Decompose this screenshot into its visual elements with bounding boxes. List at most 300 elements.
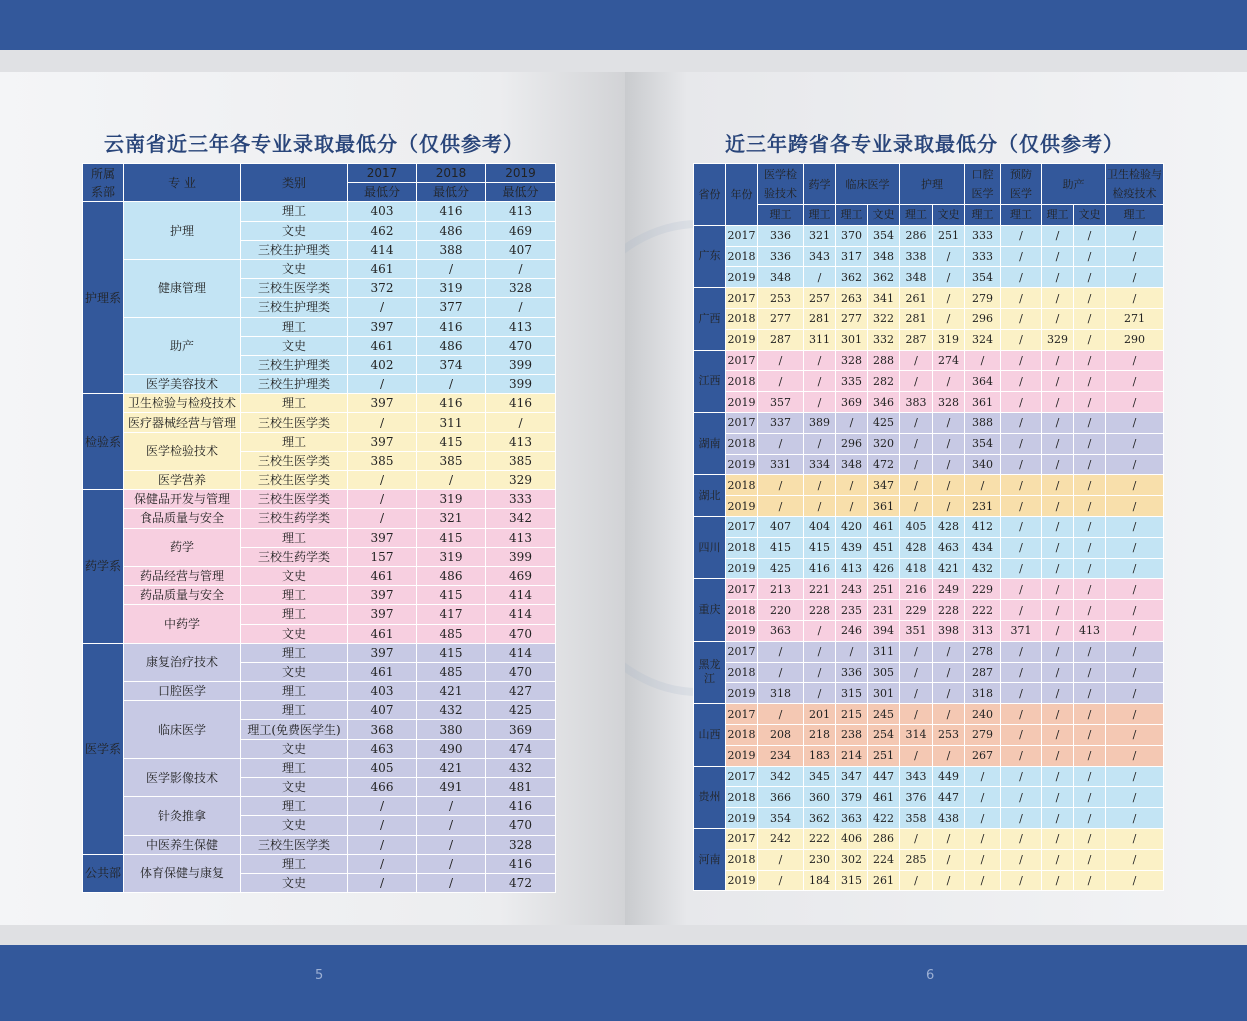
score-cell: / [1106, 766, 1164, 787]
score-cell: 313 [965, 620, 1001, 641]
score-cell: / [933, 496, 965, 517]
score-cell: / [1042, 724, 1074, 745]
score-cell: 329 [486, 471, 556, 490]
category-cell: 三校生医学类 [241, 490, 348, 509]
header-subject: 理工 [1042, 205, 1074, 226]
score-cell: 351 [900, 620, 933, 641]
score-cell: 249 [933, 579, 965, 600]
score-cell: 481 [486, 778, 556, 797]
score-cell: 414 [348, 240, 417, 259]
score-cell: / [348, 509, 417, 528]
score-cell: 449 [933, 766, 965, 787]
score-cell: 415 [758, 537, 804, 558]
score-cell: 238 [836, 724, 868, 745]
score-cell: 404 [804, 516, 836, 537]
top-band [0, 0, 625, 50]
province-cell: 河南 [694, 828, 726, 890]
score-cell: / [1042, 516, 1074, 537]
score-cell: / [836, 641, 868, 662]
score-cell: 222 [804, 828, 836, 849]
table-row [694, 662, 1164, 683]
score-cell: 366 [758, 787, 804, 808]
score-cell: 333 [965, 246, 1001, 267]
score-cell: / [965, 787, 1001, 808]
score-cell: 254 [868, 724, 900, 745]
score-cell: / [417, 873, 486, 892]
yunnan-score-table [82, 163, 556, 893]
score-cell: 362 [868, 267, 900, 288]
score-cell: 407 [758, 516, 804, 537]
score-cell: 229 [965, 579, 1001, 600]
header-min-score: 最低分 [486, 183, 556, 202]
score-cell: 432 [965, 558, 1001, 579]
category-cell: 理工 [241, 605, 348, 624]
header-major: 医学检 验技术 [758, 164, 804, 205]
score-cell: / [900, 433, 933, 454]
header-major: 口腔 医学 [965, 164, 1001, 205]
score-cell: / [758, 704, 804, 725]
score-cell: / [758, 496, 804, 517]
score-cell: / [1106, 579, 1164, 600]
score-cell: / [1074, 246, 1106, 267]
score-cell: 251 [868, 579, 900, 600]
score-cell: 322 [868, 308, 900, 329]
score-cell: 372 [348, 279, 417, 298]
score-cell: 415 [417, 586, 486, 605]
header-row [83, 164, 556, 183]
score-cell: / [1001, 828, 1042, 849]
score-cell: / [965, 870, 1001, 891]
score-cell: 491 [417, 778, 486, 797]
category-cell: 理工 [241, 528, 348, 547]
score-cell: / [1001, 558, 1042, 579]
score-cell: 253 [758, 288, 804, 309]
year-cell: 2019 [726, 620, 758, 641]
table-row [694, 808, 1164, 829]
score-cell: 318 [965, 683, 1001, 704]
score-cell: 470 [486, 816, 556, 835]
score-cell: 271 [1106, 308, 1164, 329]
major-cell: 药品质量与安全 [124, 586, 241, 605]
score-cell: / [348, 873, 417, 892]
score-cell: / [1074, 433, 1106, 454]
score-cell: 407 [486, 240, 556, 259]
right-page-title: 近三年跨省各专业录取最低分（仅供参考） [725, 132, 1124, 156]
score-cell: / [965, 808, 1001, 829]
province-cell: 广西 [694, 288, 726, 350]
score-cell: 314 [900, 724, 933, 745]
score-cell: 461 [868, 516, 900, 537]
score-cell: 231 [868, 600, 900, 621]
category-cell: 文史 [241, 566, 348, 585]
score-cell: / [1074, 641, 1106, 662]
score-cell: 329 [1042, 329, 1074, 350]
score-cell: / [1042, 537, 1074, 558]
category-cell: 三校生医学类 [241, 451, 348, 470]
score-cell: 317 [836, 246, 868, 267]
score-cell: / [1001, 225, 1042, 246]
score-cell: / [348, 797, 417, 816]
score-cell: 416 [486, 394, 556, 413]
header-subject: 理工 [836, 205, 868, 226]
score-cell: 414 [486, 643, 556, 662]
year-cell: 2018 [726, 662, 758, 683]
score-cell: 416 [417, 202, 486, 221]
score-cell: / [1074, 724, 1106, 745]
score-cell: / [804, 641, 836, 662]
score-cell: 315 [836, 683, 868, 704]
score-cell: / [1001, 600, 1042, 621]
province-cell: 重庆 [694, 579, 726, 641]
score-cell: / [933, 662, 965, 683]
score-cell: 369 [836, 392, 868, 413]
score-cell: 485 [417, 624, 486, 643]
category-cell: 理工 [241, 854, 348, 873]
major-cell: 口腔医学 [124, 682, 241, 701]
score-cell: / [417, 259, 486, 278]
score-cell: / [1106, 496, 1164, 517]
score-cell: 318 [758, 683, 804, 704]
year-cell: 2019 [726, 454, 758, 475]
score-cell: 470 [486, 624, 556, 643]
score-cell: 301 [836, 329, 868, 350]
category-cell: 三校生护理类 [241, 240, 348, 259]
score-cell: / [933, 246, 965, 267]
score-cell: / [758, 433, 804, 454]
score-cell: / [1074, 350, 1106, 371]
score-cell: / [1001, 704, 1042, 725]
score-cell: 319 [417, 547, 486, 566]
score-cell: / [804, 496, 836, 517]
dept-cell: 医学系 [83, 643, 124, 854]
table-row [694, 787, 1164, 808]
score-cell: 426 [868, 558, 900, 579]
score-cell: 279 [965, 724, 1001, 745]
score-cell: / [900, 454, 933, 475]
score-cell: 407 [348, 701, 417, 720]
score-cell: / [1106, 870, 1164, 891]
score-cell: 263 [836, 288, 868, 309]
year-cell: 2017 [726, 412, 758, 433]
score-cell: / [1001, 371, 1042, 392]
score-cell: 235 [836, 600, 868, 621]
score-cell: 228 [933, 600, 965, 621]
score-cell: / [1001, 288, 1042, 309]
score-cell: 286 [900, 225, 933, 246]
score-cell: 399 [486, 547, 556, 566]
score-cell: / [1042, 371, 1074, 392]
header-subject: 文史 [1074, 205, 1106, 226]
score-cell: / [900, 475, 933, 496]
score-cell: 332 [868, 329, 900, 350]
score-cell: / [1001, 433, 1042, 454]
score-cell: 394 [868, 620, 900, 641]
score-cell: / [1106, 620, 1164, 641]
score-cell: 413 [486, 202, 556, 221]
score-cell: 328 [486, 279, 556, 298]
score-cell: 397 [348, 432, 417, 451]
score-cell: / [804, 267, 836, 288]
table-row [694, 308, 1164, 329]
score-cell: 413 [486, 432, 556, 451]
score-cell: 243 [836, 579, 868, 600]
header-year: 年份 [726, 164, 758, 226]
score-cell: 369 [486, 720, 556, 739]
year-cell: 2017 [726, 766, 758, 787]
score-cell: 321 [417, 509, 486, 528]
header-subject: 文史 [933, 205, 965, 226]
score-cell: 461 [348, 566, 417, 585]
score-cell: / [1074, 496, 1106, 517]
score-cell: / [758, 371, 804, 392]
score-cell: / [486, 413, 556, 432]
score-cell: / [804, 433, 836, 454]
category-cell: 三校生医学类 [241, 413, 348, 432]
score-cell: / [1001, 308, 1042, 329]
score-cell: 428 [900, 537, 933, 558]
province-cell: 湖南 [694, 412, 726, 474]
category-cell: 文史 [241, 778, 348, 797]
score-cell: 287 [965, 662, 1001, 683]
score-cell: 461 [348, 336, 417, 355]
table-row [83, 566, 556, 585]
header-dept: 所属 系部 [83, 164, 124, 202]
score-cell: / [758, 475, 804, 496]
score-cell: 240 [965, 704, 1001, 725]
score-cell: / [804, 475, 836, 496]
score-cell: 328 [486, 835, 556, 854]
dept-cell: 公共部 [83, 854, 124, 892]
category-cell: 三校生药学类 [241, 509, 348, 528]
score-cell: 357 [758, 392, 804, 413]
score-cell: / [1001, 475, 1042, 496]
score-cell: 363 [836, 808, 868, 829]
score-cell: 311 [804, 329, 836, 350]
score-cell: 246 [836, 620, 868, 641]
score-cell: / [1042, 828, 1074, 849]
score-cell: 416 [804, 558, 836, 579]
score-cell: / [933, 641, 965, 662]
score-cell: / [1001, 787, 1042, 808]
score-cell: / [900, 412, 933, 433]
score-cell: 311 [868, 641, 900, 662]
score-cell: / [348, 375, 417, 394]
table-row [83, 432, 556, 451]
score-cell: 413 [486, 317, 556, 336]
score-cell: / [1001, 267, 1042, 288]
score-cell: / [1001, 808, 1042, 829]
header-min-score: 最低分 [348, 183, 417, 202]
score-cell: 418 [900, 558, 933, 579]
score-cell: / [1106, 683, 1164, 704]
score-cell: / [1074, 475, 1106, 496]
score-cell: 345 [804, 766, 836, 787]
table-row [694, 745, 1164, 766]
score-cell: / [1042, 745, 1074, 766]
score-cell: / [1106, 745, 1164, 766]
score-cell: / [933, 371, 965, 392]
score-cell: 470 [486, 662, 556, 681]
score-cell: / [1074, 579, 1106, 600]
score-cell: / [348, 816, 417, 835]
major-cell: 医学营养 [124, 471, 241, 490]
score-cell: / [1074, 870, 1106, 891]
table-row [694, 558, 1164, 579]
score-cell: 416 [486, 797, 556, 816]
score-cell: 397 [348, 605, 417, 624]
score-cell: 286 [868, 828, 900, 849]
score-cell: / [900, 641, 933, 662]
score-cell: 319 [417, 490, 486, 509]
table-row [694, 516, 1164, 537]
score-cell: 451 [868, 537, 900, 558]
score-cell: 421 [417, 758, 486, 777]
score-cell: / [1106, 808, 1164, 829]
score-cell: / [1074, 412, 1106, 433]
score-cell: 428 [933, 516, 965, 537]
score-cell: / [900, 683, 933, 704]
score-cell: / [1074, 766, 1106, 787]
category-cell: 文史 [241, 259, 348, 278]
score-cell: / [1042, 267, 1074, 288]
score-cell: / [348, 854, 417, 873]
score-cell: 413 [1074, 620, 1106, 641]
table-row [694, 225, 1164, 246]
major-cell: 临床医学 [124, 701, 241, 759]
table-row [694, 246, 1164, 267]
score-cell: / [1042, 808, 1074, 829]
score-cell: 413 [836, 558, 868, 579]
header-subject: 理工 [900, 205, 933, 226]
score-cell: / [1001, 724, 1042, 745]
score-cell: 416 [417, 317, 486, 336]
score-cell: / [1001, 579, 1042, 600]
score-cell: 406 [836, 828, 868, 849]
header-major: 临床医学 [836, 164, 900, 205]
score-cell: / [1042, 870, 1074, 891]
score-cell: / [1042, 641, 1074, 662]
score-cell: 277 [758, 308, 804, 329]
score-cell: / [417, 375, 486, 394]
major-cell: 中药学 [124, 605, 241, 643]
score-cell: 315 [836, 870, 868, 891]
score-cell: 282 [868, 371, 900, 392]
major-cell: 食品质量与安全 [124, 509, 241, 528]
score-cell: / [1001, 641, 1042, 662]
province-cell: 山西 [694, 704, 726, 766]
score-cell: 287 [758, 329, 804, 350]
score-cell: 405 [900, 516, 933, 537]
score-cell: 415 [417, 643, 486, 662]
score-cell: 472 [868, 454, 900, 475]
table-row [694, 600, 1164, 621]
table-row [83, 701, 556, 720]
score-cell: / [1106, 787, 1164, 808]
score-cell: / [1074, 662, 1106, 683]
score-cell: 361 [868, 496, 900, 517]
score-cell: / [804, 620, 836, 641]
score-cell: / [1106, 267, 1164, 288]
score-cell: 348 [758, 267, 804, 288]
score-cell: 397 [348, 643, 417, 662]
score-cell: 343 [804, 246, 836, 267]
score-cell: 368 [348, 720, 417, 739]
category-cell: 文史 [241, 873, 348, 892]
top-gray-band [625, 50, 1247, 72]
score-cell: 290 [1106, 329, 1164, 350]
score-cell: / [1074, 516, 1106, 537]
score-cell: 253 [933, 724, 965, 745]
bottom-gray-band [625, 925, 1247, 945]
score-cell: 363 [758, 620, 804, 641]
score-cell: / [1042, 454, 1074, 475]
year-cell: 2019 [726, 808, 758, 829]
score-cell: / [933, 267, 965, 288]
score-cell: / [933, 828, 965, 849]
table-row [83, 375, 556, 394]
score-cell: 388 [965, 412, 1001, 433]
score-cell: 302 [836, 849, 868, 870]
table-row [83, 394, 556, 413]
score-cell: 469 [486, 221, 556, 240]
score-cell: 274 [933, 350, 965, 371]
score-cell: / [1042, 433, 1074, 454]
category-cell: 理工 [241, 682, 348, 701]
header-province: 省份 [694, 164, 726, 226]
header-subject: 文史 [868, 205, 900, 226]
score-cell: / [1074, 808, 1106, 829]
table-row [83, 758, 556, 777]
score-cell: 415 [417, 528, 486, 547]
score-cell: / [1106, 454, 1164, 475]
score-cell: / [933, 683, 965, 704]
score-cell: 281 [804, 308, 836, 329]
score-cell: 348 [836, 454, 868, 475]
table-row [694, 537, 1164, 558]
score-cell: / [1106, 662, 1164, 683]
score-cell: / [933, 849, 965, 870]
score-cell: / [900, 870, 933, 891]
score-cell: / [1106, 724, 1164, 745]
score-cell: 474 [486, 739, 556, 758]
score-cell: 354 [758, 808, 804, 829]
table-row [694, 849, 1164, 870]
score-cell: 490 [417, 739, 486, 758]
score-cell: 354 [965, 433, 1001, 454]
score-cell: 470 [486, 336, 556, 355]
score-cell: / [1001, 412, 1042, 433]
table-row [694, 433, 1164, 454]
score-cell: / [1042, 558, 1074, 579]
score-cell: / [417, 835, 486, 854]
score-cell: / [417, 471, 486, 490]
province-cell: 四川 [694, 516, 726, 578]
table-row [694, 766, 1164, 787]
score-cell: 414 [486, 605, 556, 624]
score-cell: 305 [868, 662, 900, 683]
score-cell: / [1106, 288, 1164, 309]
score-cell: 296 [836, 433, 868, 454]
score-cell: / [1074, 537, 1106, 558]
year-cell: 2019 [726, 496, 758, 517]
year-cell: 2019 [726, 745, 758, 766]
score-cell: 334 [804, 454, 836, 475]
score-cell: 383 [900, 392, 933, 413]
category-cell: 文史 [241, 336, 348, 355]
score-cell: 447 [868, 766, 900, 787]
table-row [694, 267, 1164, 288]
score-cell: 347 [868, 475, 900, 496]
